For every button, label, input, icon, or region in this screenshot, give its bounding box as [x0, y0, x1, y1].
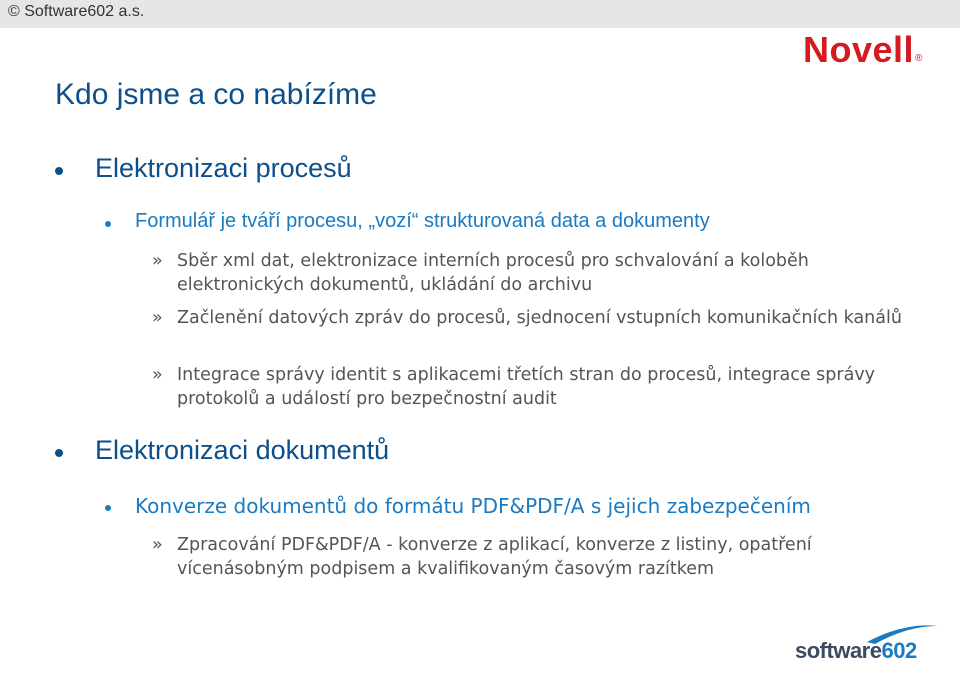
list-item: [152, 363, 912, 411]
bullet-icon: [105, 221, 111, 227]
section-heading-text: Elektronizaci procesů: [95, 153, 352, 183]
copyright-text: © Software602 a.s.: [8, 3, 145, 20]
novell-logo: [803, 29, 923, 71]
chevron-marker-icon: »: [152, 251, 163, 271]
top-bar: [0, 0, 960, 28]
list-item-text: Sběr xml dat, elektronizace interních procesů pro schvalování a koloběh elektronických dokumentů, ukládání do archivu: [177, 251, 809, 295]
list-item-text: Zpracování PDF&PDF/A - konverze z aplikací, konverze z listiny, opatření vícenásobným podpisem a kvalifikovaným časovým razítkem: [177, 535, 812, 579]
software602-wordmark: [795, 638, 917, 664]
bullet-icon: [105, 505, 111, 511]
subpoint-text: Konverze dokumentů do formátu PDF&PDF/A s jejich zabezpečením: [135, 494, 811, 518]
section-heading-text: Elektronizaci dokumentů: [95, 435, 390, 465]
list-item: [152, 306, 912, 354]
list-item: [152, 249, 912, 297]
chevron-marker-icon: »: [152, 365, 163, 385]
list-item: [152, 533, 912, 581]
list-item-text: Začlenění datových zpráv do procesů, sjednocení vstupních komunikačních kanálů: [177, 308, 902, 328]
software602-logo: [795, 620, 940, 670]
registered-mark: ®: [915, 53, 923, 64]
software-word: software: [795, 638, 882, 663]
number-602: 602: [881, 638, 917, 663]
subpoint-text: Formulář je tváří procesu, „vozí“ strukturovaná data a dokumenty: [135, 210, 710, 232]
chevron-marker-icon: »: [152, 535, 163, 555]
bullet-icon: [55, 167, 63, 175]
novell-logo-text: Novell: [803, 29, 915, 70]
bullet-icon: [55, 449, 63, 457]
slide-title: Kdo jsme a co nabízíme: [55, 78, 377, 111]
chevron-marker-icon: »: [152, 308, 163, 328]
list-item-text: Integrace správy identit s aplikacemi třetích stran do procesů, integrace správy protokolů a událostí pro bezpečnostní audit: [177, 365, 876, 409]
